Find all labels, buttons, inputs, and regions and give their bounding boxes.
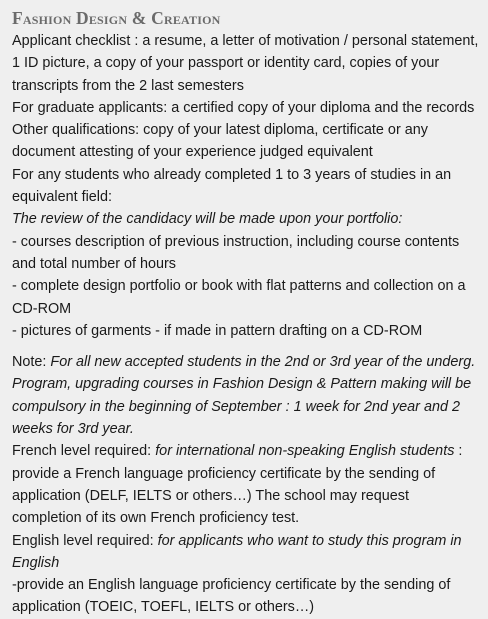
checklist-text: a resume, a letter of motivation / personal statement, 1 ID picture, a copy of your passport or identity card, copies of your transcripts from the 2 last semesters (12, 33, 479, 94)
checklist-label: Applicant checklist : (12, 33, 143, 49)
applicant-checklist (12, 30, 482, 97)
english-text: -provide an English language proficiency certificate by the sending of application (TOEIC, TOEFL, IELTS or others…) (12, 577, 451, 616)
english-level (12, 530, 482, 575)
other-qualifications: Other qualifications: copy of your latest diploma, certificate or any document attesting of your experience judged equivalent (12, 122, 428, 161)
english-label: English level required: (12, 532, 158, 549)
document-page (12, 8, 482, 619)
french-label: French level required: (12, 443, 156, 460)
portfolio-item: - pictures of garments - if made in pattern drafting on a CD-ROM (12, 322, 423, 339)
section-heading: Fashion Design & Creation (12, 8, 221, 28)
requirements-block (12, 30, 482, 619)
french-text: : provide a French language proficiency certificate by the sending of application (DELF, IELTS or others…) The school may request completion of its own French proficiency test. (12, 443, 463, 527)
review-note: The review of the candidacy will be made upon your portfolio: (12, 211, 403, 228)
french-audience: for international non-speaking English students (155, 443, 455, 460)
note-text: For all new accepted students in the 2nd or 3rd year of the underg. Program, upgrading courses in Fashion Design & Pattern making will be compulsory in the beginning of September : 1 week for 2nd year and 2 weeks for 3rd year. (12, 354, 476, 438)
french-level (12, 440, 482, 529)
students-studies: For any students who already completed 1 to 3 years of studies in an equivalent field: (12, 166, 452, 206)
note-label: Note: (12, 354, 51, 371)
graduate-requirements: For graduate applicants: a certified copy of your diploma and the records (12, 99, 475, 116)
note-paragraph (12, 351, 482, 440)
portfolio-item: - complete design portfolio or book with flat patterns and collection on a CD-ROM (12, 278, 466, 317)
english-audience: for applicants who want to study this program in English (12, 532, 462, 571)
portfolio-item: - courses description of previous instruction, including course contents and total number of hours (12, 233, 460, 272)
